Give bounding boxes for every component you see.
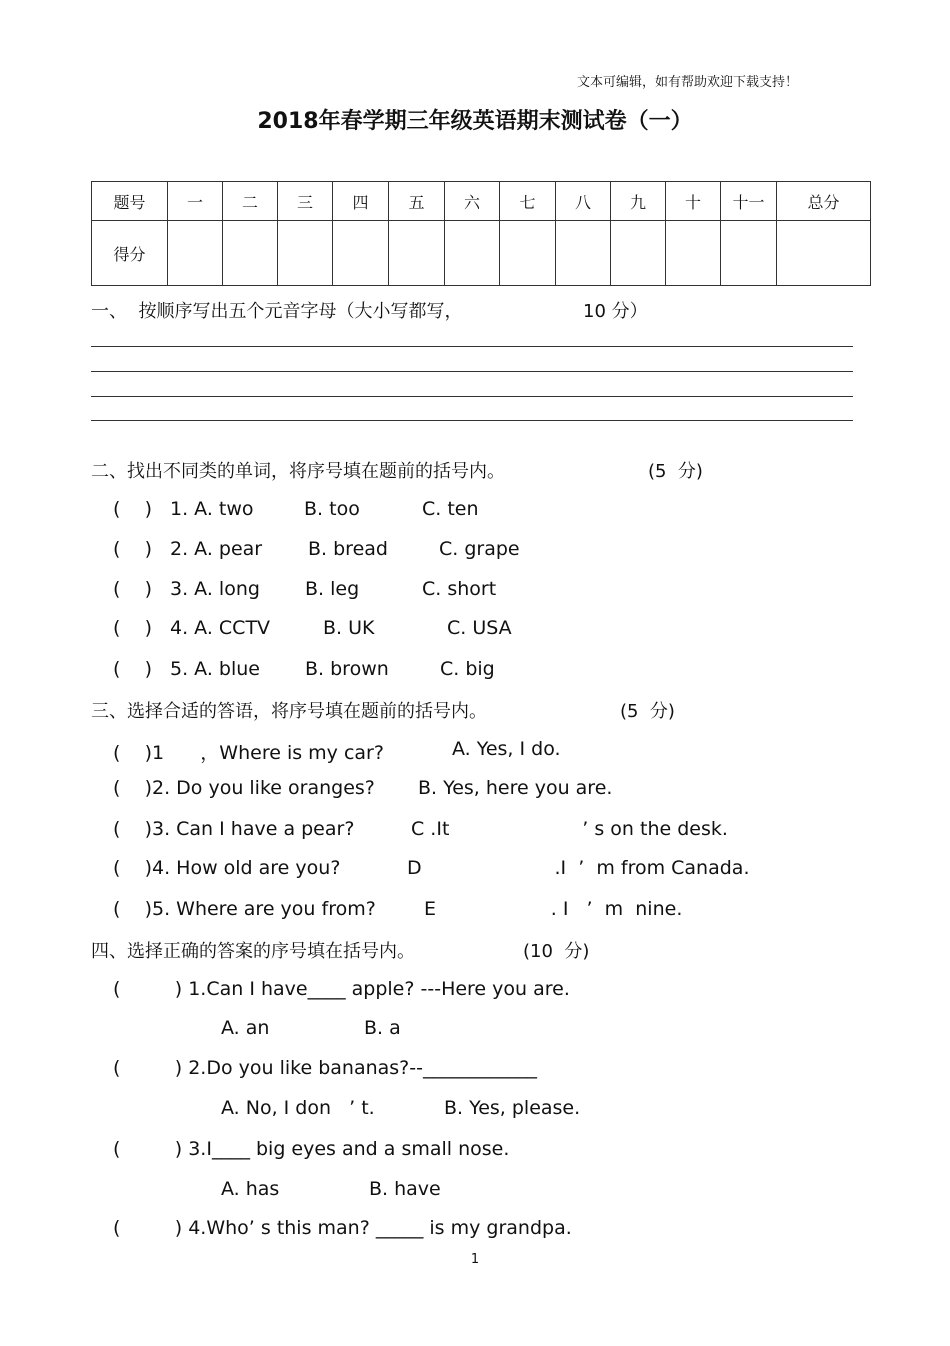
answer-paren[interactable]: ( ): [113, 617, 152, 639]
header-cell: 一: [168, 182, 223, 221]
section3-points: (5 分): [620, 701, 675, 722]
writing-line[interactable]: [91, 346, 853, 347]
question-option-c: C. ten: [422, 498, 479, 520]
question-option-b: B. brown: [305, 658, 389, 680]
answer-option-b: B. have: [369, 1178, 441, 1200]
header-cell: 四: [333, 182, 389, 221]
section4-title: 四、选择正确的答案的序号填在括号内。: [91, 941, 415, 962]
score-cell[interactable]: [721, 221, 777, 286]
question-text: ( )2. Do you like oranges?: [113, 777, 375, 799]
answer-option: C .It ’ s on the desk.: [411, 818, 728, 840]
question-text: ( )5. Where are you from?: [113, 898, 376, 920]
question-option-a: 4. A. CCTV: [170, 617, 271, 639]
score-cell-total[interactable]: [777, 221, 871, 286]
page-title: 2018年春学期三年级英语期末测试卷（一）: [257, 109, 693, 134]
answer-option: A. Yes, I do.: [452, 738, 561, 760]
header-cell: 二: [223, 182, 278, 221]
question-text: ( ) 3.I____ big eyes and a small nose.: [113, 1138, 510, 1160]
question-text: ( )4. How old are you?: [113, 857, 341, 879]
score-cell[interactable]: [389, 221, 445, 286]
question-option-b: B. too: [304, 498, 360, 520]
score-cell[interactable]: [168, 221, 223, 286]
header-cell: 三: [278, 182, 333, 221]
writing-line[interactable]: [91, 396, 853, 397]
question-option-b: B. leg: [305, 578, 360, 600]
writing-line[interactable]: [91, 420, 853, 421]
writing-line[interactable]: [91, 371, 853, 372]
header-cell-label: 题号: [92, 182, 168, 221]
question-text: ( )1 ，Where is my car?: [113, 742, 384, 764]
score-cell[interactable]: [611, 221, 666, 286]
score-cell[interactable]: [500, 221, 556, 286]
answer-option-a: A. an: [221, 1017, 270, 1039]
section3-title: 三、选择合适的答语，将序号填在题前的括号内。: [91, 701, 487, 722]
score-table-score-row: [92, 221, 871, 286]
question-option-a: 2. A. pear: [170, 538, 263, 560]
header-cell: 六: [445, 182, 500, 221]
answer-option-b: B. Yes, please.: [444, 1097, 581, 1119]
header-cell: 七: [500, 182, 556, 221]
question-option-a: 5. A. blue: [170, 658, 260, 680]
question-option-b: B. bread: [308, 538, 388, 560]
section2-title: 二、找出不同类的单词，将序号填在题前的括号内。: [91, 461, 505, 482]
section1-points: 10 分）: [583, 301, 648, 322]
section2-points: (5 分): [648, 461, 703, 482]
header-cell: 十一: [721, 182, 777, 221]
question-option-a: 3. A. long: [170, 578, 260, 600]
answer-option: D .I ’ m from Canada.: [407, 857, 750, 879]
question-option-c: C. grape: [439, 538, 520, 560]
answer-option: E . I ’ m nine.: [424, 898, 683, 920]
editable-note: 文本可编辑，如有帮助欢迎下载支持！: [577, 75, 799, 90]
score-cell[interactable]: [278, 221, 333, 286]
score-cell[interactable]: [666, 221, 721, 286]
score-cell[interactable]: [333, 221, 389, 286]
answer-option: B. Yes, here you are.: [418, 777, 613, 799]
score-table: [91, 181, 871, 286]
answer-paren[interactable]: ( ): [113, 658, 152, 680]
header-cell: 八: [556, 182, 611, 221]
answer-option-a: A. has: [221, 1178, 280, 1200]
question-option-c: C. short: [422, 578, 497, 600]
header-cell: 五: [389, 182, 445, 221]
question-text: ( ) 2.Do you like bananas?--____________: [113, 1057, 537, 1079]
question-text: ( ) 4.Who’ s this man? _____ is my grandpa.: [113, 1217, 572, 1239]
question-text: ( ) 1.Can I have____ apple? ---Here you are.: [113, 978, 570, 1000]
header-cell: 十: [666, 182, 721, 221]
question-option-a: 1. A. two: [170, 498, 254, 520]
section1-title: 一、 按顺序写出五个元音字母（大小写都写，: [91, 301, 463, 322]
score-cell[interactable]: [223, 221, 278, 286]
question-option-c: C. big: [440, 658, 495, 680]
section4-points: (10 分): [523, 941, 590, 962]
header-cell-total: 总分: [777, 182, 871, 221]
score-cell[interactable]: [445, 221, 500, 286]
score-table-header-row: [92, 182, 871, 221]
answer-paren[interactable]: ( ): [113, 498, 152, 520]
question-text: ( )3. Can I have a pear?: [113, 818, 355, 840]
answer-option-b: B. a: [364, 1017, 401, 1039]
score-row-label: 得分: [92, 221, 168, 286]
page-number: 1: [470, 1252, 480, 1267]
answer-option-a: A. No, I don ’ t.: [221, 1097, 375, 1119]
answer-paren[interactable]: ( ): [113, 578, 152, 600]
answer-paren[interactable]: ( ): [113, 538, 152, 560]
header-cell: 九: [611, 182, 666, 221]
score-cell[interactable]: [556, 221, 611, 286]
question-option-c: C. USA: [447, 617, 512, 639]
question-option-b: B. UK: [323, 617, 375, 639]
